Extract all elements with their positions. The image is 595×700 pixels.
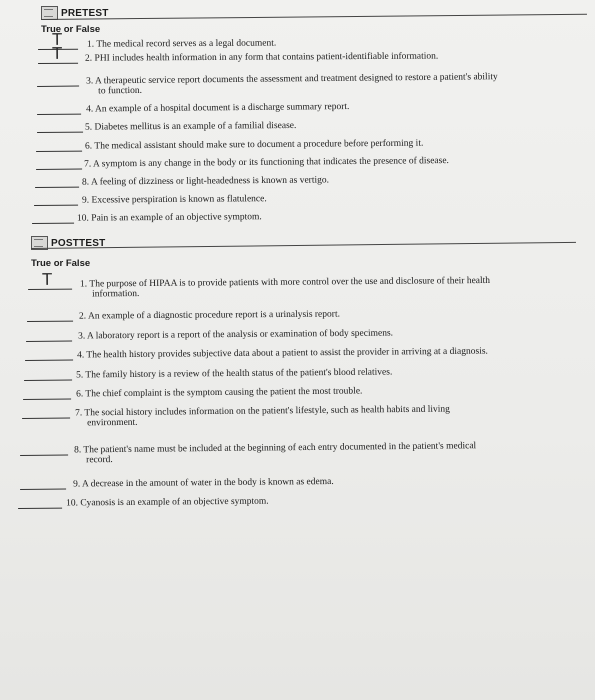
question-text: 4. The health history provides subjective data about a patient to assist the provider in arriving at a diagnosis. <box>76 346 488 361</box>
answer-blank[interactable] <box>38 63 78 64</box>
answer-blank[interactable] <box>25 360 73 361</box>
pretest-subheading: True or False <box>41 24 101 35</box>
question-text: 3. A laboratory report is a report of the analysis or examination of body specimens. <box>77 328 394 342</box>
question-text: 1. The medical record serves as a legal document. <box>86 38 277 50</box>
question-text-continued: to function. <box>98 85 143 97</box>
question-text: 3. A therapeutic service report documents the assessment and treatment designed to restore a patient's ability <box>85 72 498 87</box>
answer-blank[interactable] <box>36 151 82 152</box>
answer-blank[interactable] <box>37 86 79 87</box>
question-text: 4. An example of a hospital document is a discharge summary report. <box>85 102 350 115</box>
answer-blank[interactable] <box>37 114 81 115</box>
answer-blank[interactable] <box>28 289 72 290</box>
question-text: 7. The social history includes information on the patient's lifestyle, such as health habits and living <box>74 404 450 419</box>
question-text: 10. Cyanosis is an example of an objective symptom. <box>65 496 269 509</box>
handwritten-answer: T <box>51 29 63 49</box>
handwritten-answer: T <box>41 269 53 289</box>
answer-blank[interactable] <box>18 508 62 509</box>
question-text: 2. An example of a diagnostic procedure report is a urinalysis report. <box>78 309 340 322</box>
question-text: 6. The medical assistant should make sure to document a procedure before performing it. <box>84 138 424 152</box>
answer-blank[interactable] <box>36 169 82 170</box>
answer-blank[interactable] <box>37 132 83 133</box>
posttest-subheading: True or False <box>31 258 91 269</box>
question-text: 7. A symptom is any change in the body or its functioning that indicates the presence of disease. <box>83 156 449 170</box>
answer-blank[interactable] <box>34 205 78 206</box>
answer-blank[interactable] <box>22 417 70 419</box>
answer-blank[interactable] <box>20 454 68 456</box>
answer-blank[interactable] <box>26 341 72 342</box>
question-text: 6. The chief complaint is the symptom causing the patient the most trouble. <box>75 386 363 400</box>
posttest-rule <box>31 242 576 249</box>
answer-blank[interactable] <box>20 489 66 490</box>
answer-blank[interactable] <box>24 380 72 381</box>
question-text: 9. Excessive perspiration is known as flatulence. <box>81 194 267 206</box>
question-text: 9. A decrease in the amount of water in the body is known as edema. <box>72 476 334 490</box>
pretest-rule <box>41 14 587 20</box>
question-text: 10. Pain is an example of an objective symptom. <box>76 212 262 224</box>
answer-blank[interactable] <box>27 321 73 322</box>
answer-blank[interactable] <box>23 398 71 400</box>
question-text: 5. Diabetes mellitus is an example of a familial disease. <box>84 120 297 133</box>
question-text: 2. PHI includes health information in any form that contains patient-identifiable information. <box>84 51 439 64</box>
question-text: 5. The family history is a review of the health status of the patient's blood relatives. <box>75 367 393 381</box>
answer-blank[interactable] <box>32 223 74 224</box>
posttest-heading-label: POSTTEST <box>51 237 106 249</box>
question-text: 1. The purpose of HIPAA is to provide patients with more control over the use and disclosure of their health <box>79 275 491 290</box>
handwritten-answer: T <box>51 43 63 63</box>
pretest-heading-label: PRETEST <box>61 7 109 19</box>
question-text-continued: information. <box>92 289 140 300</box>
question-text-continued: record. <box>86 455 113 466</box>
question-text-continued: environment. <box>87 417 138 429</box>
question-text: 8. A feeling of dizziness or light-headedness is known as vertigo. <box>81 175 330 188</box>
question-text: 8. The patient's name must be included at the beginning of each entry documented in the patient's medical <box>73 441 477 456</box>
answer-blank[interactable] <box>35 187 79 188</box>
